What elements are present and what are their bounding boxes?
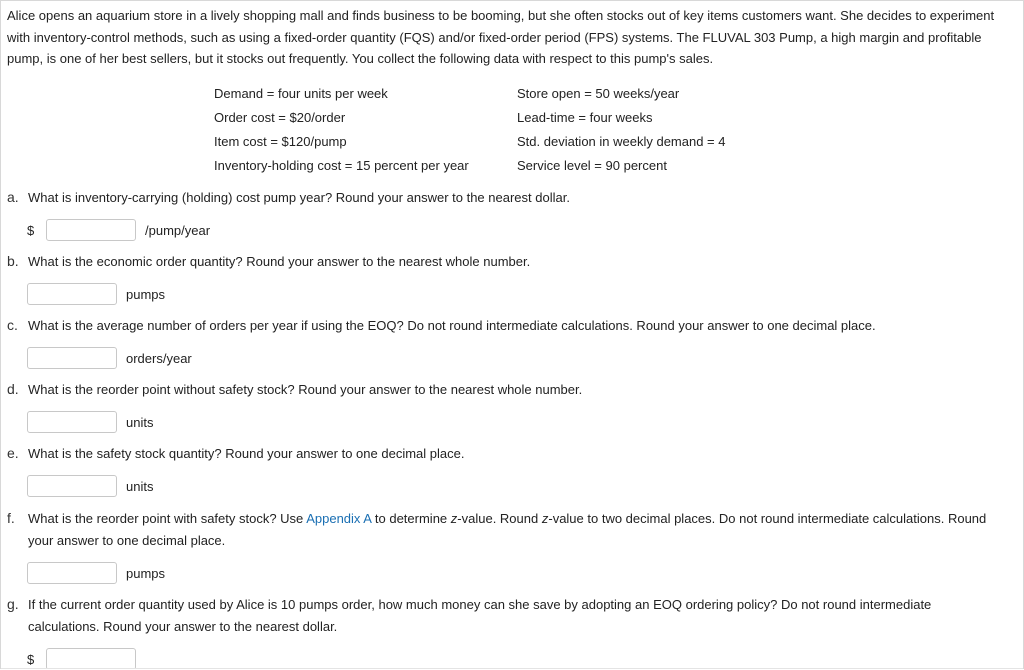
- question-letter: f.: [7, 510, 15, 526]
- answer-e: [27, 473, 153, 499]
- question-f-text-3: -value. Round: [457, 511, 539, 526]
- answer-g: [27, 646, 136, 669]
- z-variable: z: [450, 511, 458, 526]
- question-text: What is the reorder point without safety stock? Round your answer to the nearest whole number.: [28, 382, 583, 397]
- question-f-text-2: to determine: [374, 511, 448, 526]
- question-text: What is the safety stock quantity? Round your answer to one decimal place.: [28, 446, 465, 461]
- question-f-text-4: -value to two decimal places. Do not round intermediate calculations. Round your answer to one decimal place.: [28, 511, 987, 548]
- given-data-table: [214, 81, 726, 177]
- dollar-sign: $: [27, 222, 35, 238]
- z-variable: z: [541, 511, 549, 526]
- answer-d: [27, 409, 153, 435]
- answer-a-input[interactable]: [46, 219, 136, 241]
- question-letter: e.: [7, 445, 19, 461]
- answer-unit: units: [126, 478, 154, 494]
- question-text: What is the average number of orders per year if using the EOQ? Do not round intermediate calculations. Round your answer to one decimal place.: [28, 318, 876, 333]
- answer-c: [27, 345, 192, 371]
- given-item-cost: Item cost = $120/pump: [214, 133, 347, 149]
- question-text: What is the economic order quantity? Round your answer to the nearest whole number.: [28, 254, 531, 269]
- question-d: [7, 379, 997, 401]
- question-letter: g.: [7, 596, 19, 612]
- answer-unit: units: [126, 414, 154, 430]
- question-letter: d.: [7, 381, 19, 397]
- question-letter: a.: [7, 189, 19, 205]
- answer-f: [27, 560, 165, 586]
- appendix-a-link[interactable]: Appendix A: [306, 511, 372, 526]
- answer-e-input[interactable]: [27, 475, 117, 497]
- given-lead-time: Lead-time = four weeks: [517, 109, 653, 125]
- given-std-dev: Std. deviation in weekly demand = 4: [517, 133, 726, 149]
- question-text: What is inventory-carrying (holding) cost pump year? Round your answer to the nearest dollar.: [28, 190, 570, 205]
- question-c: [7, 315, 997, 337]
- answer-g-input[interactable]: [46, 648, 136, 669]
- problem-intro: Alice opens an aquarium store in a lively shopping mall and finds business to be booming, but she often stocks out of key items customers want. She decides to experiment with inventory-control methods, such as using a fixed-order quantity (FQS) and/or fixed-order period (FPS) systems. The FLUVAL 303 Pump, a high margin and profitable pump, is one of her best sellers, but it stocks out frequently. You collect the following data with respect to this pump's sales.: [7, 8, 995, 66]
- question-letter: c.: [7, 317, 18, 333]
- given-store-open: Store open = 50 weeks/year: [517, 85, 680, 101]
- answer-d-input[interactable]: [27, 411, 117, 433]
- answer-unit: pumps: [126, 565, 166, 581]
- question-text: [28, 508, 988, 551]
- question-a: [7, 187, 997, 209]
- answer-unit: orders/year: [126, 350, 192, 366]
- answer-b-input[interactable]: [27, 283, 117, 305]
- question-text: If the current order quantity used by Alice is 10 pumps order, how much money can she save by adopting an EOQ ordering policy? Do not round intermediate calculations. Round your answer to the nearest dollar.: [28, 597, 932, 634]
- question-g: [7, 594, 997, 637]
- given-holding-cost: Inventory-holding cost = 15 percent per year: [214, 157, 469, 173]
- answer-f-input[interactable]: [27, 562, 117, 584]
- question-f-text-1: What is the reorder point with safety stock? Use: [28, 511, 304, 526]
- divider: [1, 668, 1023, 669]
- answer-b: [27, 281, 165, 307]
- dollar-sign: $: [27, 651, 35, 667]
- question-f: [7, 508, 997, 551]
- question-letter: b.: [7, 253, 19, 269]
- answer-unit: /pump/year: [145, 222, 211, 238]
- given-order-cost: Order cost = $20/order: [214, 109, 346, 125]
- answer-a: [27, 217, 210, 243]
- question-e: [7, 443, 997, 465]
- given-demand: Demand = four units per week: [214, 85, 388, 101]
- answer-c-input[interactable]: [27, 347, 117, 369]
- given-service-level: Service level = 90 percent: [517, 157, 667, 173]
- question-b: [7, 251, 997, 273]
- answer-unit: pumps: [126, 286, 166, 302]
